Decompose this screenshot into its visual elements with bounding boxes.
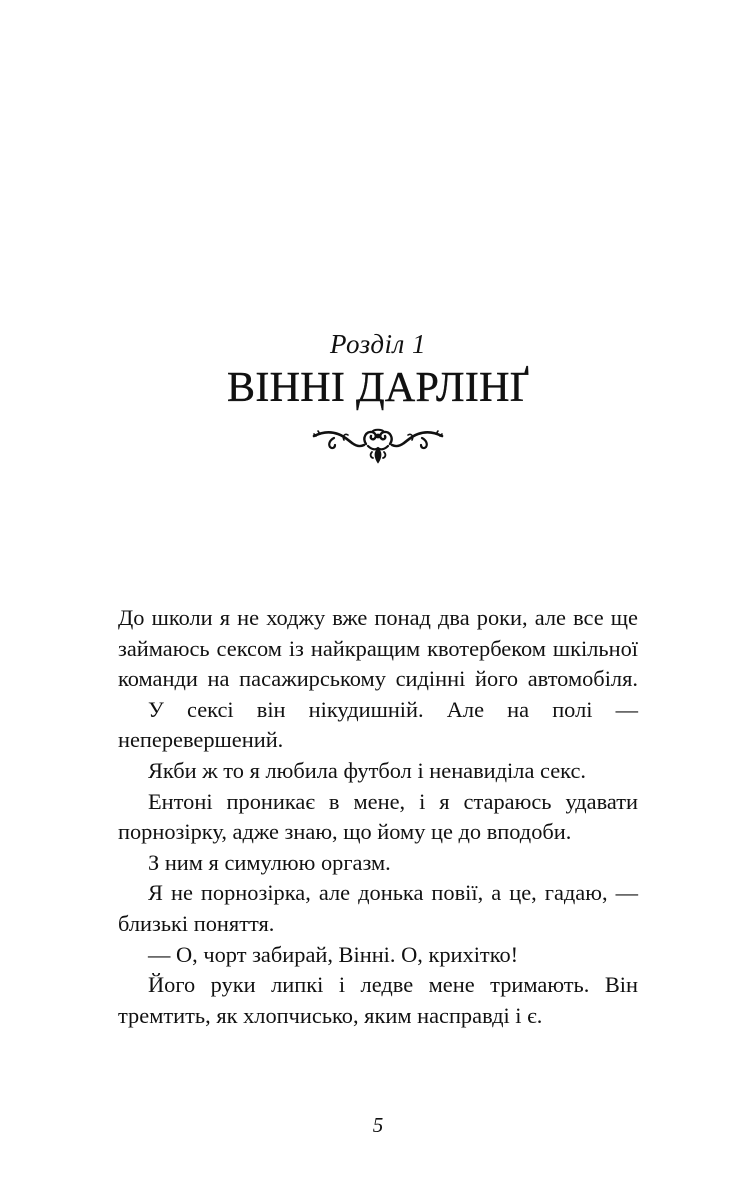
chapter-body-text (118, 603, 638, 1031)
paragraph: Його руки липкі і ледве мене тримають. Він тремтить, як хлопчисько, яким насправді і є. (118, 972, 638, 1028)
paragraph: Ентоні проникає в мене, і я стараюсь удавати порнозірку, адже знаю, що йому це до вподоби. (118, 788, 638, 845)
chapter-title: ВІННІ ДАРЛІНҐ (227, 365, 529, 411)
page-number: 5 (372, 1113, 384, 1137)
decorative-flourish-icon (312, 426, 444, 464)
chapter-number-label: Розділ 1 (329, 329, 427, 359)
paragraph: До школи я не ходжу вже понад два роки, але все ще займаюсь сексом із найкращим квотербеком шкільної команди на пасажирському сидінні його автомобіля. (118, 605, 638, 692)
paragraph: Якби ж то я любила футбол і ненавиділа секс. (148, 757, 586, 783)
paragraph: — О, чорт забирай, Вінні. О, крихітко! (148, 941, 519, 967)
paragraph: Я не порнозірка, але донька повії, а це, гадаю, — близькі поняття. (118, 880, 638, 936)
paragraph: З ним я симулюю оргазм. (148, 849, 391, 875)
paragraph: У сексі він нікудишній. Але на полі — неперевершений. (118, 696, 638, 753)
